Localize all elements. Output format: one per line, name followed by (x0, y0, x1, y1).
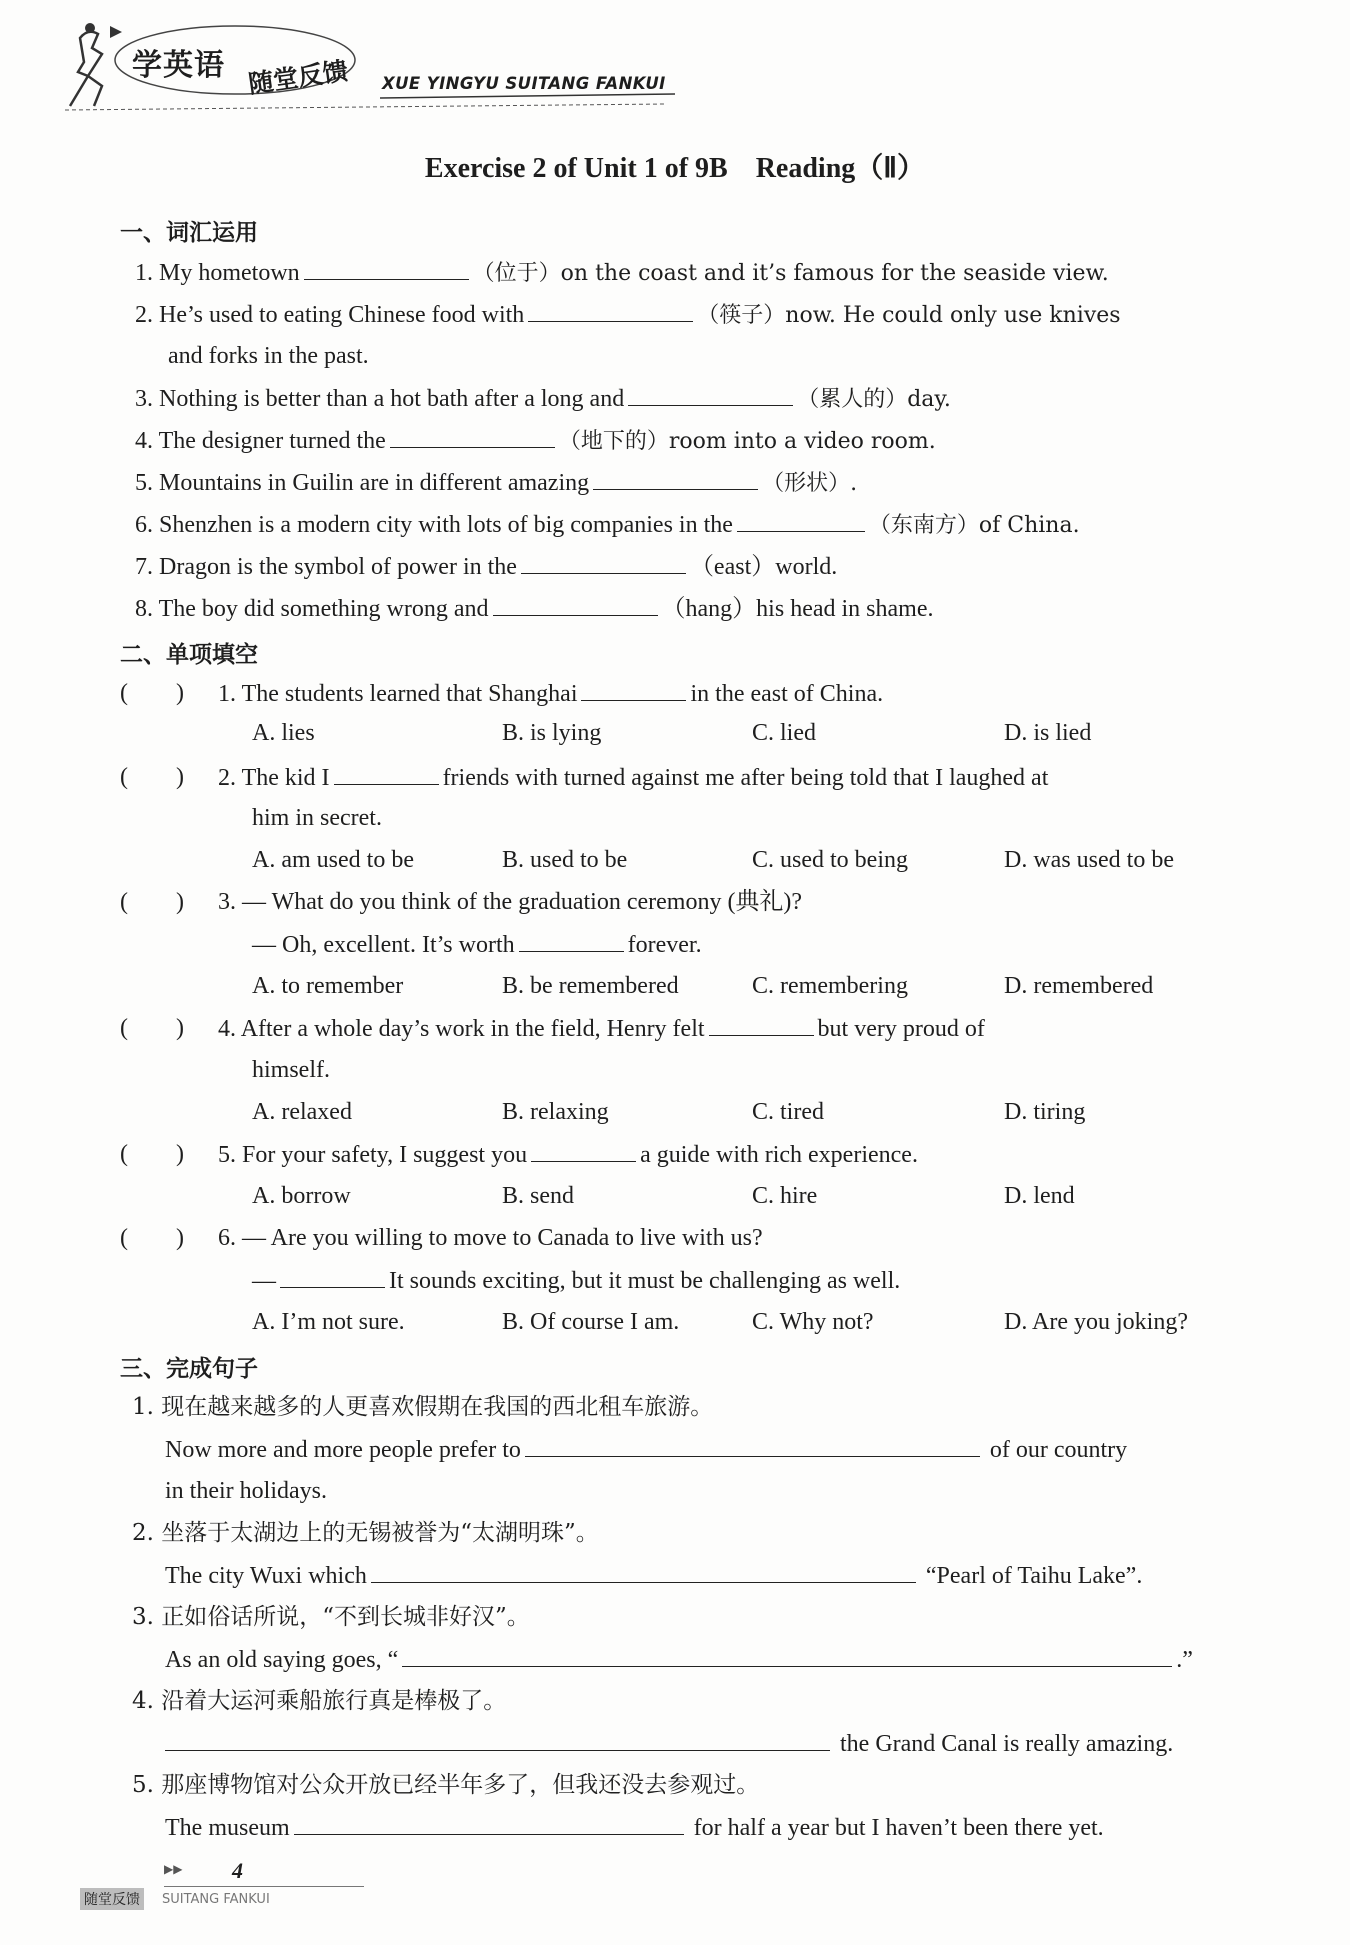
mc-question-4: 4. After a whole day’s work in the field, Henry felt but very proud of (218, 1013, 985, 1044)
answer-blank[interactable] (165, 1728, 830, 1751)
footer-divider (164, 1886, 364, 1887)
mc-5-option-c[interactable]: C. hire (752, 1183, 818, 1209)
mc-question-3-response: — Oh, excellent. It’s worth forever. (252, 929, 702, 960)
mc-3-option-d[interactable]: D. remembered (1004, 973, 1154, 999)
mc-2-option-c[interactable]: C. used to being (752, 847, 908, 873)
answer-blank[interactable] (402, 1644, 1172, 1667)
answer-blank[interactable] (390, 425, 555, 448)
answer-blank[interactable] (493, 593, 658, 616)
complete-item-3: As an old saying goes, “ .” (165, 1644, 1193, 1675)
mc-6-option-c[interactable]: C. Why not? (752, 1309, 874, 1335)
complete-item-2-chinese: 2. 坐落于太湖边上的无锡被誉为“太湖明珠”。 (132, 1520, 599, 1546)
complete-item-2: The city Wuxi which “Pearl of Taihu Lake”. (165, 1560, 1142, 1591)
mc-question-3: 3. — What do you think of the graduation ceremony (典礼)? (218, 889, 803, 915)
answer-blank[interactable] (304, 257, 469, 280)
answer-parenthesis[interactable]: ( ) (120, 1015, 184, 1041)
answer-parenthesis[interactable]: ( ) (120, 680, 184, 706)
mc-3-option-c[interactable]: C. remembering (752, 973, 908, 999)
brand-chinese: 学英语 (132, 48, 225, 83)
answer-blank[interactable] (294, 1812, 684, 1835)
section-complete-sentences-heading: 三、完成句子 (120, 1356, 258, 1382)
complete-item-4-chinese: 4. 沿着大运河乘船旅行真是棒极了。 (132, 1688, 507, 1714)
footer (80, 1858, 300, 1918)
answer-blank (581, 678, 686, 701)
complete-item-1: Now more and more people prefer to of our country (165, 1434, 1127, 1465)
arrow-icon: ▶▶ (164, 1862, 183, 1876)
mc-6-option-d[interactable]: D. Are you joking? (1004, 1309, 1188, 1335)
vocab-item-4: 4. The designer turned the （地下的）room into a video room. (135, 425, 936, 457)
vocab-item-8: 8. The boy did something wrong and （hang）his head in shame. (135, 593, 933, 624)
mc-1-option-a[interactable]: A. lies (252, 720, 315, 746)
mc-2-option-a[interactable]: A. am used to be (252, 847, 414, 873)
answer-blank[interactable] (521, 551, 686, 574)
complete-item-5: The museum for half a year but I haven’t been there yet. (165, 1812, 1104, 1843)
mc-3-option-b[interactable]: B. be remembered (502, 973, 679, 999)
mc-question-2: 2. The kid I friends with turned against me after being told that I laughed at (218, 762, 1048, 793)
complete-item-3-chinese: 3. 正如俗话所说，“不到长城非好汉”。 (132, 1604, 530, 1630)
mc-4-option-a[interactable]: A. relaxed (252, 1099, 352, 1125)
header-logo (60, 18, 680, 113)
answer-blank (334, 762, 439, 785)
page-number: 4 (232, 1858, 243, 1883)
section-vocab-heading: 一、词汇运用 (120, 220, 258, 246)
answer-parenthesis[interactable]: ( ) (120, 1141, 184, 1167)
mc-question-6-response: — It sounds exciting, but it must be challenging as well. (252, 1265, 900, 1296)
answer-parenthesis[interactable]: ( ) (120, 1225, 184, 1251)
vocab-item-3: 3. Nothing is better than a hot bath after a long and （累人的）day. (135, 383, 951, 415)
answer-blank[interactable] (528, 299, 693, 322)
mc-1-option-b[interactable]: B. is lying (502, 720, 602, 746)
answer-blank (519, 929, 624, 952)
complete-item-4: the Grand Canal is really amazing. (165, 1728, 1173, 1759)
mc-3-option-a[interactable]: A. to remember (252, 973, 404, 999)
brand-chinese-sub: 随堂反馈 (246, 56, 350, 99)
complete-item-1-cont: in their holidays. (165, 1478, 327, 1504)
mc-4-option-b[interactable]: B. relaxing (502, 1099, 609, 1125)
vocab-item-6: 6. Shenzhen is a modern city with lots of big companies in the （东南方）of China. (135, 509, 1080, 541)
vocab-item-5: 5. Mountains in Guilin are in different amazing （形状）. (135, 467, 857, 499)
answer-parenthesis[interactable]: ( ) (120, 764, 184, 790)
answer-parenthesis[interactable]: ( ) (120, 889, 184, 915)
complete-item-5-chinese: 5. 那座博物馆对公众开放已经半年多了，但我还没去参观过。 (132, 1772, 760, 1798)
mc-5-option-d[interactable]: D. lend (1004, 1183, 1075, 1209)
answer-blank (531, 1139, 636, 1162)
answer-blank (280, 1265, 385, 1288)
mc-question-6: 6. — Are you willing to move to Canada to live with us? (218, 1225, 763, 1251)
mc-1-option-c[interactable]: C. lied (752, 720, 816, 746)
mc-question-1: 1. The students learned that Shanghai in the east of China. (218, 678, 883, 709)
answer-blank[interactable] (737, 509, 865, 532)
vocab-item-7: 7. Dragon is the symbol of power in the （east）world. (135, 551, 837, 582)
vocab-item-2: 2. He’s used to eating Chinese food with （筷子）now. He could only use knives (135, 299, 1121, 331)
answer-blank[interactable] (371, 1560, 916, 1583)
mc-5-option-b[interactable]: B. send (502, 1183, 574, 1209)
mc-2-option-b[interactable]: B. used to be (502, 847, 628, 873)
footer-badge: 随堂反馈 (80, 1888, 144, 1910)
mc-question-5: 5. For your safety, I suggest you a guide with rich experience. (218, 1139, 918, 1170)
answer-blank (709, 1013, 814, 1036)
section-multiple-choice-heading: 二、单项填空 (120, 642, 258, 668)
vocab-item-2-cont: and forks in the past. (168, 343, 369, 369)
mc-4-option-d[interactable]: D. tiring (1004, 1099, 1086, 1125)
complete-item-1-chinese: 1. 现在越来越多的人更喜欢假期在我国的西北租车旅游。 (132, 1394, 714, 1420)
mc-question-2-cont: him in secret. (252, 805, 382, 831)
mc-1-option-d[interactable]: D. is lied (1004, 720, 1092, 746)
mc-6-option-b[interactable]: B. Of course I am. (502, 1309, 680, 1335)
answer-blank[interactable] (593, 467, 758, 490)
brand-english: XUE YINGYU SUITANG FANKUI (382, 74, 666, 93)
answer-blank[interactable] (525, 1434, 980, 1457)
mc-question-4-cont: himself. (252, 1057, 330, 1083)
vocab-item-1: 1. My hometown （位于）on the coast and it’s famous for the seaside view. (135, 257, 1109, 289)
page-title: Exercise 2 of Unit 1 of 9B Reading（Ⅱ） (424, 153, 926, 184)
mc-2-option-d[interactable]: D. was used to be (1004, 847, 1174, 873)
mc-4-option-c[interactable]: C. tired (752, 1099, 824, 1125)
footer-english: SUITANG FANKUI (162, 1892, 270, 1907)
mc-5-option-a[interactable]: A. borrow (252, 1183, 351, 1209)
answer-blank[interactable] (628, 383, 793, 406)
mc-6-option-a[interactable]: A. I’m not sure. (252, 1309, 405, 1335)
